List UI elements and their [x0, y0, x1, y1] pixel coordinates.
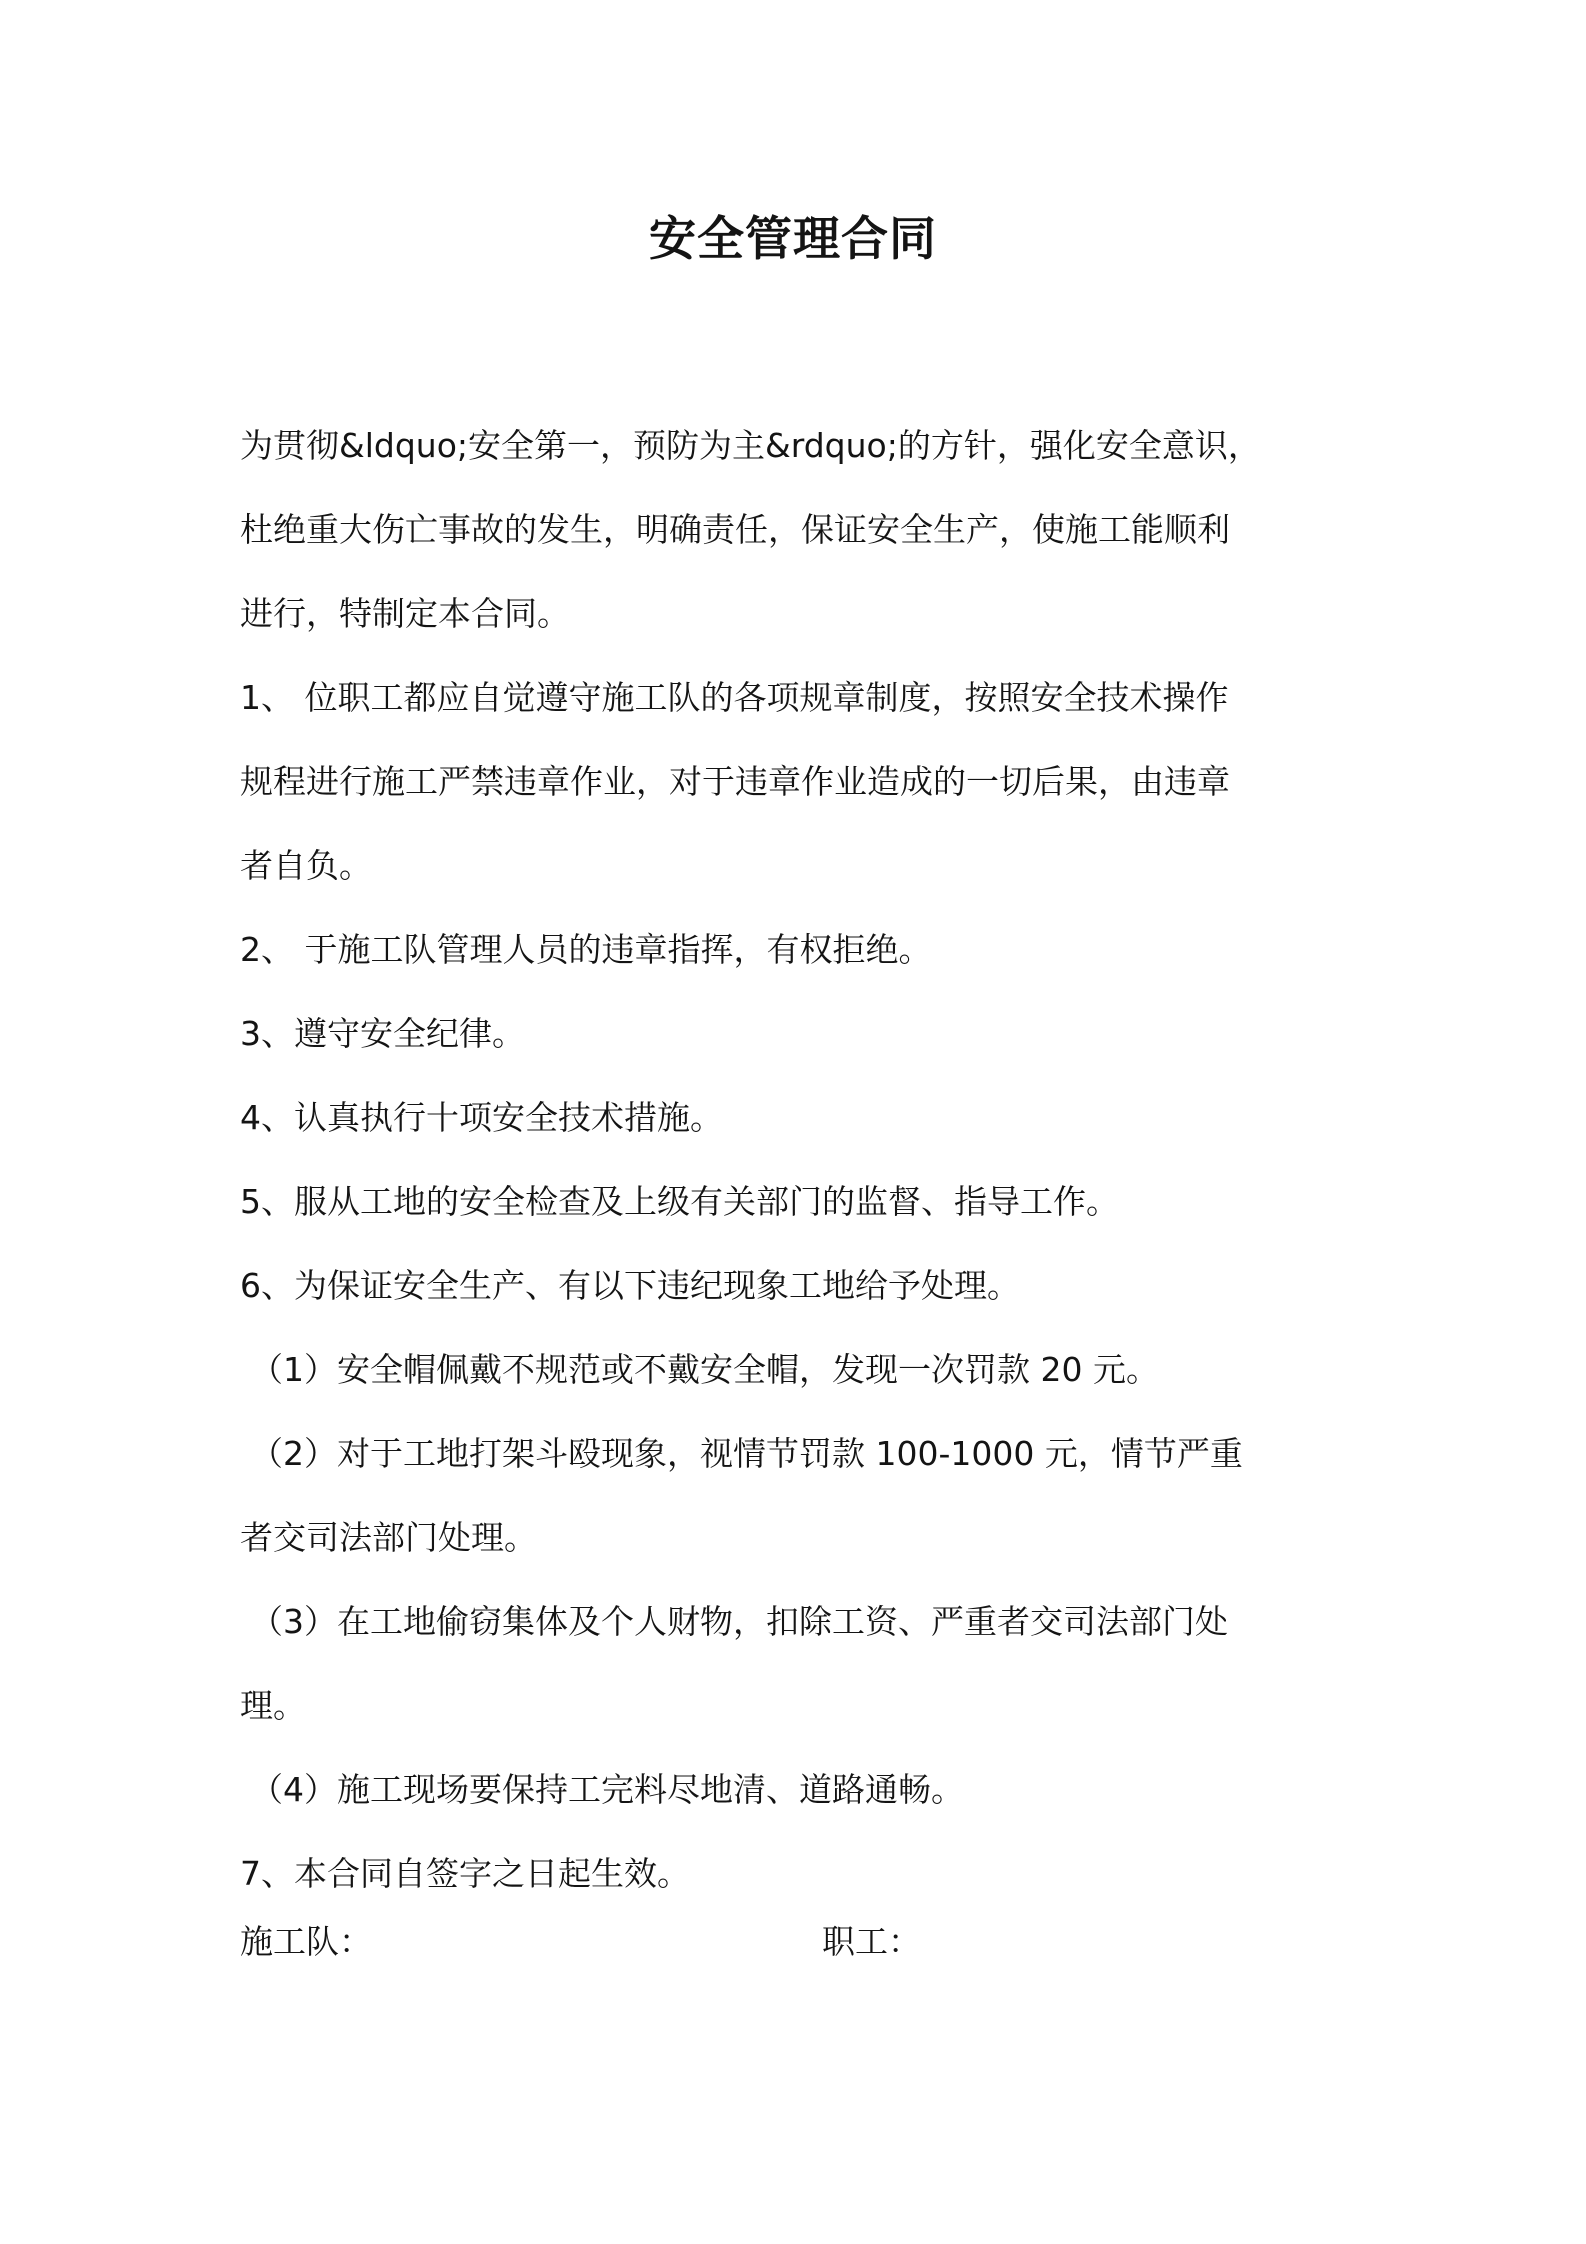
signature-label-worker: 职工：	[822, 1922, 921, 1961]
sub-clause-line: 理。	[240, 1686, 306, 1725]
clause-line: 4、认真执行十项安全技术措施。	[240, 1098, 723, 1137]
body-line: 为贯彻&ldquo;安全第一，预防为主&rdquo;的方针，强化安全意识，	[240, 426, 1261, 465]
clause-line: 6、为保证安全生产、有以下违纪现象工地给予处理。	[240, 1266, 1020, 1305]
clause-line: 1、 位职工都应自觉遵守施工队的各项规章制度，按照安全技术操作	[240, 678, 1229, 717]
sub-clause-line: （1）安全帽佩戴不规范或不戴安全帽，发现一次罚款 20 元。	[250, 1350, 1159, 1389]
clause-line: 规程进行施工严禁违章作业，对于违章作业造成的一切后果，由违章	[240, 762, 1230, 801]
sub-clause-line: （4）施工现场要保持工完料尽地清、道路通畅。	[250, 1770, 964, 1809]
clause-line: 3、遵守安全纪律。	[240, 1014, 525, 1053]
document-body	[240, 404, 1360, 1916]
signature-block	[240, 1900, 1360, 1984]
body-line: 进行，特制定本合同。	[240, 594, 570, 633]
sub-clause-line: （2）对于工地打架斗殴现象，视情节罚款 100-1000 元，情节严重	[250, 1434, 1243, 1473]
clause-line: 者自负。	[240, 846, 372, 885]
clause-line: 5、服从工地的安全检查及上级有关部门的监督、指导工作。	[240, 1182, 1119, 1221]
signature-label-team: 施工队：	[240, 1922, 372, 1961]
sub-clause-line: 者交司法部门处理。	[240, 1518, 537, 1557]
sub-clause-line: （3）在工地偷窃集体及个人财物，扣除工资、严重者交司法部门处	[250, 1602, 1228, 1641]
body-line: 杜绝重大伤亡事故的发生，明确责任，保证安全生产，使施工能顺利	[240, 510, 1230, 549]
clause-line: 7、本合同自签字之日起生效。	[240, 1854, 690, 1893]
document-title: 安全管理合同	[649, 212, 937, 267]
clause-line: 2、 于施工队管理人员的违章指挥，有权拒绝。	[240, 930, 932, 969]
